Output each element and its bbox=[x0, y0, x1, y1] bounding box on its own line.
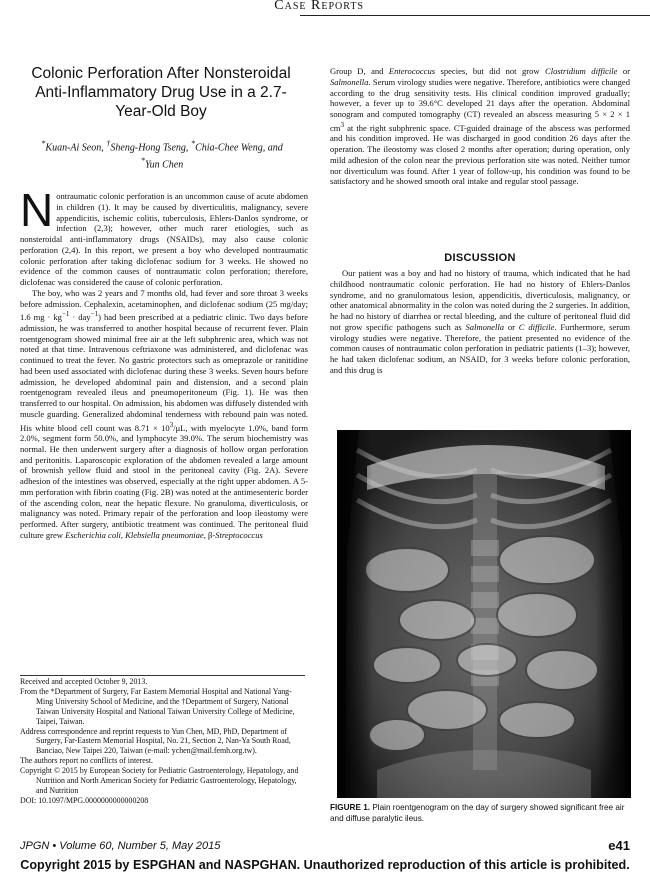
figure-caption bbox=[330, 803, 630, 824]
received-date: Received and accepted October 9, 2013. bbox=[20, 677, 148, 686]
author-affil-mark: † bbox=[106, 139, 111, 148]
footnotes bbox=[20, 677, 308, 806]
copyright-note: Copyright © 2015 by European Society for Pediatric Gastroenterology, Hepatology, and Nutrition and North American Society for Pediatric Gastroenterology, Hepatology, and Nutrition bbox=[20, 766, 299, 795]
author-affil-mark: * bbox=[140, 156, 145, 166]
author-conjunction: and bbox=[267, 142, 283, 154]
section-label: Case Reports bbox=[274, 0, 364, 13]
figure-label: FIGURE 1. bbox=[330, 803, 371, 812]
author-affil-mark: * bbox=[190, 139, 196, 148]
left-column bbox=[20, 184, 308, 541]
affiliations: From the *Department of Surgery, Far Eastern Memorial Hospital and National Yang-Ming University School of Medicine, and the †Department of Surgery, National Taiwan University Hospital and National Taiwan University College of Medicine, Taipei, Taiwan. bbox=[20, 686, 295, 726]
footnote-rule bbox=[20, 675, 305, 676]
article-title: Colonic Perforation After Nonsteroidal Anti-Inflammatory Drug Use in a 2.7-Year-Old Boy bbox=[31, 65, 291, 120]
author-list bbox=[22, 137, 302, 172]
discussion-paragraph: Our patient was a boy and had no history of trauma, which indicated that he had childhood nontraumatic colonic perforation. He had no history of Ehlers-Danlos syndrome, and no granulomatous lesion, appendicitis, diverticulosis, malignancy, or other anatomical abnormality in the colon was noted during the 2 surgeries. In addition, he had no history of diarrhea or rectal bleeding, and the culture of peritoneal fluid did not grow specific pathogens such as Salmonella or C difficile. Furthermore, serum virology studies were negative. Therefore, the patient presented no evidence of the common causes of nontraumatic colon perforation in pediatric patients (1–3); however, he had taken diclofenac sodium, an NSAID, for 3 weeks before colonic perforation, and this drug is bbox=[330, 268, 631, 375]
discussion-heading: DISCUSSION bbox=[444, 252, 516, 264]
case-continued-paragraph: Group D, and Enterococcus species, but did not grow Clostridium difficile or Salmonella. Serum virology studies were negative. Therefore, antibiotics were changed according to the drug sensitivity tests. His clinical condition improved gradually; however, a fever up to 39.6°C developed 21 days after the operation. Abdominal sonogram and computed tomography (CT) revealed an abscess measuring 5 × 2 × 1 $cm^3$ at the right subphrenic space. CT-guided drainage of the abscess was performed and his condition improved. He was discharged in good condition 26 days after the operation. The ileostomy was closed 2 months after operation; during operation, only mild adhesion of the colon near the previous perforation site was noted. Neither tumor nor diverticulum was found. After 1 year of follow-up, his condition was found to be satisfactory and he showed smooth oral intake and regular stool passage. bbox=[330, 66, 631, 187]
correspondence: Address correspondence and reprint requests to Yun Chen, MD, PhD, Department of Surgery, Far-Eastern Memorial Hospital, No. 21, Section 2, Nan-Ya South Road, Banciao, New Taipei 220, Taiwan (e-mail: ychen@mail.femh.org.tw). bbox=[20, 726, 291, 756]
header-rule bbox=[300, 15, 650, 16]
right-column-top bbox=[330, 66, 630, 187]
author-name: Yun Chen bbox=[144, 159, 184, 171]
drop-cap: N bbox=[20, 184, 54, 236]
author-affil-mark: * bbox=[41, 139, 46, 148]
radiograph-image bbox=[337, 430, 631, 798]
author-name: Sheng-Hong Tseng, bbox=[110, 142, 189, 154]
right-column-discussion bbox=[330, 268, 630, 376]
caption-text: Plain roentgenogram on the day of surgery showed significant free air and diffuse paralytic ileus. bbox=[330, 803, 625, 823]
page-number: e41 bbox=[608, 838, 630, 853]
xray-figure bbox=[337, 430, 631, 798]
doi: DOI: 10.1097/MPG.0000000000000208 bbox=[20, 795, 149, 805]
copyright-banner: Copyright 2015 by ESPGHAN and NASPGHAN. Unauthorized reproduction of this article is prohibited. bbox=[20, 858, 630, 872]
author-name: Chia-Chee Weng, bbox=[195, 142, 266, 154]
intro-paragraph: Nontraumatic colonic perforation is an uncommon cause of acute abdomen in children (1). It may be caused by diverticulitis, malignancy, severe appendicitis, ischemic colitis, tuberculosis, Ehlers-Danlos syndrome, or infection (2,3); however, other much rarer etiologies, such as nonsteroidal anti-inflammatory drugs (NSAIDs), may also cause colonic perforation (2,4). In this report, we present a boy who developed nontraumatic colonic perforation after taking diclofenac sodium for 3 weeks. He showed no evidence of the common causes of nontraumatic colon perforation; therefore, diclofenac was considered the cause of colonic perforation. bbox=[20, 184, 308, 287]
conflicts-statement: The authors report no conflicts of interest. bbox=[20, 756, 154, 766]
case-paragraph: The boy, who was 2 years and 7 months old, had fever and sore throat 3 weeks before admission. Cephalexin, acetaminophen, and diclofenac sodium (25 mg/day; 1.6 mg · $kg^{-1} \cdot day^{-1}$) had been prescribed at a pediatric clinic. Two days before admission, he was transferred to another hospital because of recurrent fever. Plain roentgenogram showed minimal free air at the left subphrenic area, which was not noted at that time. Intravenous ceftriaxone was administered, and diclofenac was continued to treat the fever. No gastric protectors such as omeprazole or ranitidine had been used associated with diclofenac during these 3 weeks. Seven hours before admission, he developed abdominal pain and distension, and a second plain roentgenogram revealed ileus and pneumoperitoneum (Fig. 1). He was then transferred to our hospital. On admission, his abdomen was diffusely distended with muscle guarding. Generalized abdominal tenderness with rebound pain was noted. His white blood cell count was $8.71 \times 10^3/\mu L$, with myelocyte 1.0%, band form 2.0%, segment form 50.0%, and lymphocyte 39.0%. The serum biochemistry was normal. He then underwent surgery after a diagnosis of hollow organ perforation and peritonitis. Laparoscopic exploration of the abdomen revealed a large amount of brownish yellow fluid and stool in the peritoneal cavity (Fig. 2A). Severe adhesion of the intestines was observed, especially at the right upper abdomen. A 5-mm perforation with fibrin coating (Fig. 2B) was noted at the antimesenteric border of the ascending colon, near the hepatic flexure. No granuloma, diverticulosis, or malignancy was noted. Primary repair of the perforation and loop ileostomy were performed. After surgery, antibiotic treatment was continued. The peritoneal fluid culture grew Escherichia coli, Klebsiella pneumoniae, β-Streptococcus bbox=[20, 287, 308, 540]
author-name: Kuan-Ai Seon, bbox=[45, 142, 104, 154]
running-header bbox=[0, 0, 650, 16]
journal-citation: JPGN • Volume 60, Number 5, May 2015 bbox=[20, 840, 221, 852]
